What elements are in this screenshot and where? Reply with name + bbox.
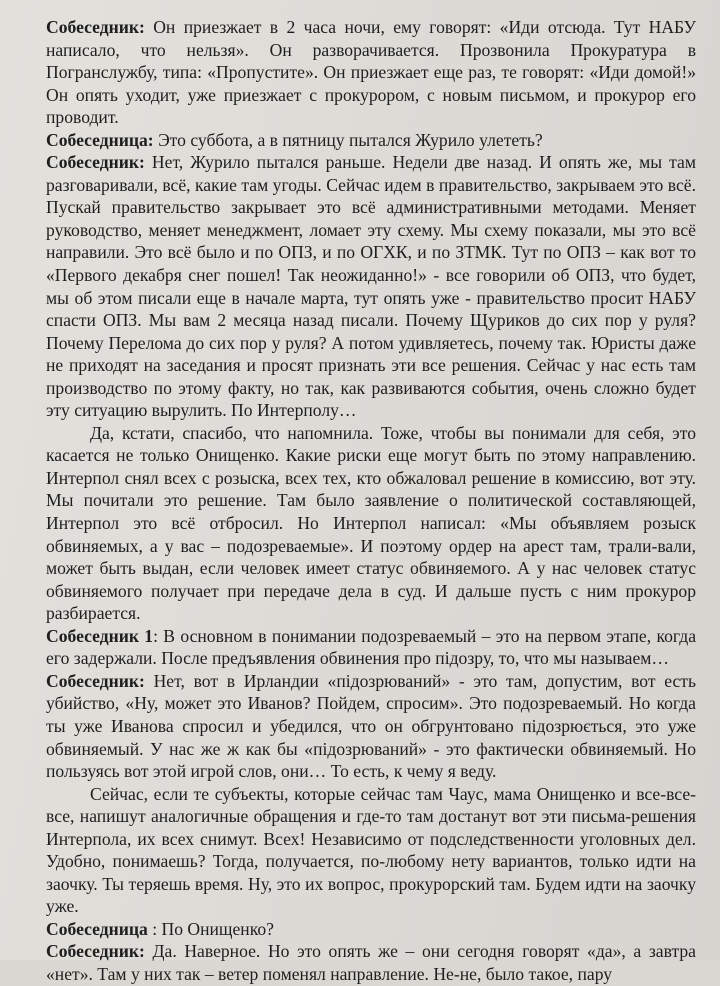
paragraph-text: Да. Наверное. Но это опять же – они сегодня говорят «да», а завтра «нет». Там у них так – ветер поменял направление. Не-не, было такое, пару: [46, 941, 696, 984]
paragraph-text: Он приезжает в 2 часа ночи, ему говорят: «Иди отсюда. Тут НАБУ написало, что нельзя». Он разворачивается. Прозвонила Прокуратура в Погранслужбу, типа: «Пропустите». Он приезжает еще раз, те говорят: «Иди домой!» Он опять уходит, уже приезжает с прокурором, с новым письмом, и прокурор его проводит.: [46, 17, 696, 128]
speaker-label: Собеседник:: [46, 941, 145, 962]
paragraph-3: [46, 151, 696, 422]
speaker-label: Собеседник:: [46, 17, 145, 37]
paragraph-text: Это суббота, а в пятницу пытался Журило улететь?: [153, 129, 543, 150]
speaker-label: Собеседник:: [46, 670, 145, 691]
paragraph-9: [46, 940, 696, 985]
speaker-label: Собеседник:: [46, 152, 145, 173]
paragraph-text: Нет, вот в Ирландии «підозрюваний» - это там, допустим, вот есть убийство, «Ну, может это Иванов? Пойдем, спросим». Это подозреваемый. Но когда ты уже Иванова спросил и убедился, что он обгрунтовано підозрюється, это уже обвиняемый. У нас же ж как бы «підозрюваний» - это фактически обвиняемый. Но пользуясь вот этой игрой слов, они… То есть, к чему я веду.: [46, 670, 696, 782]
paragraph-text: : По Онищенко?: [147, 918, 274, 939]
speaker-label: Собеседник 1: [46, 625, 154, 646]
paragraph-6: [46, 670, 696, 783]
paragraph-4: [46, 422, 696, 625]
speaker-label: Собеседница: [46, 918, 148, 939]
paragraph-text: Да, кстати, спасибо, что напомнила. Тоже, чтобы вы понимали для себя, это касается не только Онищенко. Какие риски еще могут быть по этому направлению. Интерпол снял всех с розыска, всех тех, кто обжаловал решение в комиссию, вот эту. Мы почитали это решение. Там было заявление о политической составляющей, Интерпол это всё отбросил. Но Интерпол написал: «Мы объявляем розыск обвиняемых, а у вас – подозреваемые». И поэтому ордер на арест там, трали-вали, может быть выдан, если человек имеет статус обвиняемого. А у нас человек статус обвиняемого получает при передаче дела в суд. И дальше пусть с ним прокурор разбирается.: [46, 422, 696, 624]
paragraph-text: Нет, Журило пытался раньше. Недели две назад. И опять же, мы там разговаривали, всё, какие там угоды. Сейчас идем в правительство, закрываем это всё. Пускай правительство закрывает это всё административными методами. Меняет руководство, меняет менеджмент, ломает эту схему. Мы схему показали, мы это всё направили. Это всё было и по ОПЗ, и по ОГХК, и по ЗТМК. Тут по ОПЗ – как вот то «Первого декабря снег пошел! Так неожиданно!» - все говорили об ОПЗ, что будет, мы об этом писали еще в начале марта, тут опять уже - правительство просит НАБУ спасти ОПЗ. Мы вам 2 месяца назад писали. Почему Щуриков до сих пор у руля? Почему Перелома до сих пор у руля? А потом удивляетесь, почему так. Юристы даже не приходят на заседания и просят признать эти все решения. Сейчас у нас есть там производство по этому факту, но так, как развиваются события, очень сложно будет эту ситуацию вырулить. По Интерполу…: [46, 152, 696, 421]
paragraph-2: [46, 129, 696, 152]
paragraph-text: : В основном в понимании подозреваемый – это на первом этапе, когда его задержали. После предъявления обвинения про підозру, то, что мы называем…: [46, 625, 696, 669]
paragraph-8: [46, 918, 696, 941]
paragraph-1: [46, 16, 696, 129]
paragraph-text: Сейчас, если те субъекты, которые сейчас там Чаус, мама Онищенко и все-все-все, напишут аналогичные обращения и где-то там достанут вот эти письма-решения Интерпола, их всех снимут. Всех! Независимо от подследственности уголовных дел. Удобно, понимаешь? Тогда, получается, по-любому нету вариантов, только идти на заочку. Ты теряешь время. Ну, это их вопрос, прокурорский там. Будем идти на заочку уже.: [46, 783, 696, 917]
speaker-label: Собеседница:: [46, 129, 154, 150]
paragraph-7: [46, 783, 696, 918]
paragraph-5: [46, 625, 696, 670]
